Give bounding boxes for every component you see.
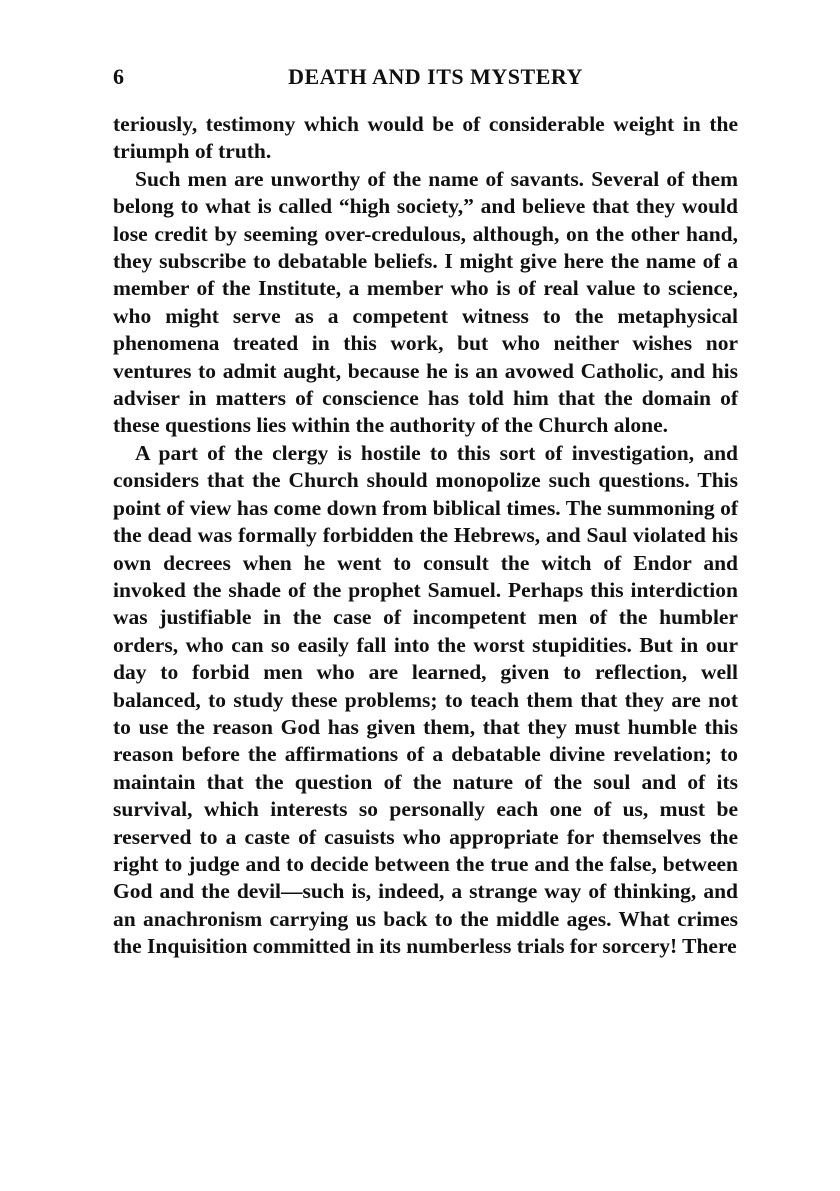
body-text [113,111,738,961]
paragraph-savants: Such men are unworthy of the name of savants. Several of them belong to what is called “high society,” and believe that they would lose credit by seeming over-credulous, although, on the other hand, they subscribe to debatable beliefs. I might give here the name of a member of the Institute, a member who is of real value to science, who might serve as a competent witness to the metaphysical phenomena treated in this work, but who neither wishes nor ventures to admit aught, because he is an avowed Catholic, and his adviser in matters of conscience has told him that the domain of these questions lies within the authority of the Church alone. [113,166,738,438]
paragraph-continued: teriously, testimony which would be of considerable weight in the triumph of truth. [113,112,738,164]
running-header [113,64,738,94]
paragraph-clergy: A part of the clergy is hostile to this sort of investigation, and considers that the Church should monopolize such questions. This point of view has come down from biblical times. The summoning of the dead was formally forbidden the Hebrews, and Saul violated his own decrees when he went to consult the witch of Endor and invoked the shade of the prophet Samuel. Perhaps this interdiction was justifiable in the case of incompetent men of the humbler orders, who can so easily fall into the worst stupidities. But in our day to forbid men who are learned, given to reflection, well balanced, to study these problems; to teach them that they are not to use the reason God has given them, that they must humble this reason before the affirmations of a debatable divine revelation; to maintain that the question of the nature of the soul and of its survival, which interests so personally each one of us, must be reserved to a caste of casuists who appropriate for themselves the right to judge and to decide between the true and the false, between God and the devil—such is, indeed, a strange way of thinking, and an anachronism carrying us back to the middle ages. What crimes the Inquisition committed in its numberless trials for sorcery! There [113,440,738,959]
running-title: DEATH AND ITS MYSTERY [288,64,583,89]
page-number: 6 [113,64,125,89]
